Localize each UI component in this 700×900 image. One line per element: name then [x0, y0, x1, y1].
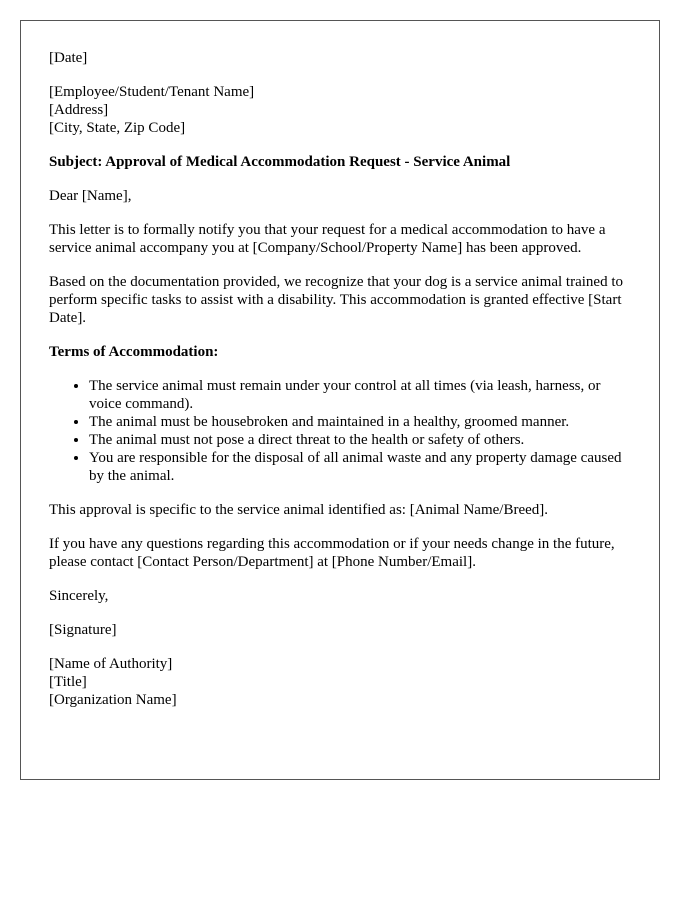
body-paragraph-3: This approval is specific to the service animal identified as: [Animal Name/Breed]. — [49, 502, 548, 518]
body-paragraph-2: Based on the documentation provided, we recognize that your dog is a service animal trained to perform specific tasks to assist with a disability. This accommodation is granted effective [Start Date]. — [49, 274, 623, 326]
recipient-name: [Employee/Student/Tenant Name] — [49, 84, 255, 100]
signature-placeholder: [Signature] — [49, 622, 117, 638]
signer-name: [Name of Authority] — [49, 656, 173, 672]
letter-page — [20, 20, 660, 780]
recipient-city-state-zip: [City, State, Zip Code] — [49, 120, 186, 136]
date-text: [Date] — [49, 50, 88, 66]
letter-date — [49, 49, 631, 67]
terms-heading: Terms of Accommodation: — [49, 344, 219, 360]
recipient-address-block — [49, 83, 631, 137]
terms-list — [49, 377, 631, 485]
closing: Sincerely, — [49, 588, 109, 604]
recipient-address: [Address] — [49, 102, 109, 118]
body-paragraph-4: If you have any questions regarding this accommodation or if your needs change in the future, please contact [Contact Person/Department] at [Phone Number/Email]. — [49, 536, 615, 570]
list-item: • The service animal must remain under your control at all times (via leash, harness, or voice command). — [89, 377, 631, 413]
signer-organization: [Organization Name] — [49, 692, 177, 708]
signer-block — [49, 655, 631, 709]
signer-title: [Title] — [49, 674, 87, 690]
salutation: Dear [Name], — [49, 188, 132, 204]
list-item: • You are responsible for the disposal of all animal waste and any property damage caused by the animal. — [89, 449, 631, 485]
subject-line: Subject: Approval of Medical Accommodation Request - Service Animal — [49, 154, 511, 170]
list-item: • The animal must be housebroken and maintained in a healthy, groomed manner. — [89, 413, 631, 431]
body-paragraph-1: This letter is to formally notify you that your request for a medical accommodation to have a service animal accompany you at [Company/School/Property Name] has been approved. — [49, 222, 606, 256]
list-item: • The animal must not pose a direct threat to the health or safety of others. — [89, 431, 631, 449]
